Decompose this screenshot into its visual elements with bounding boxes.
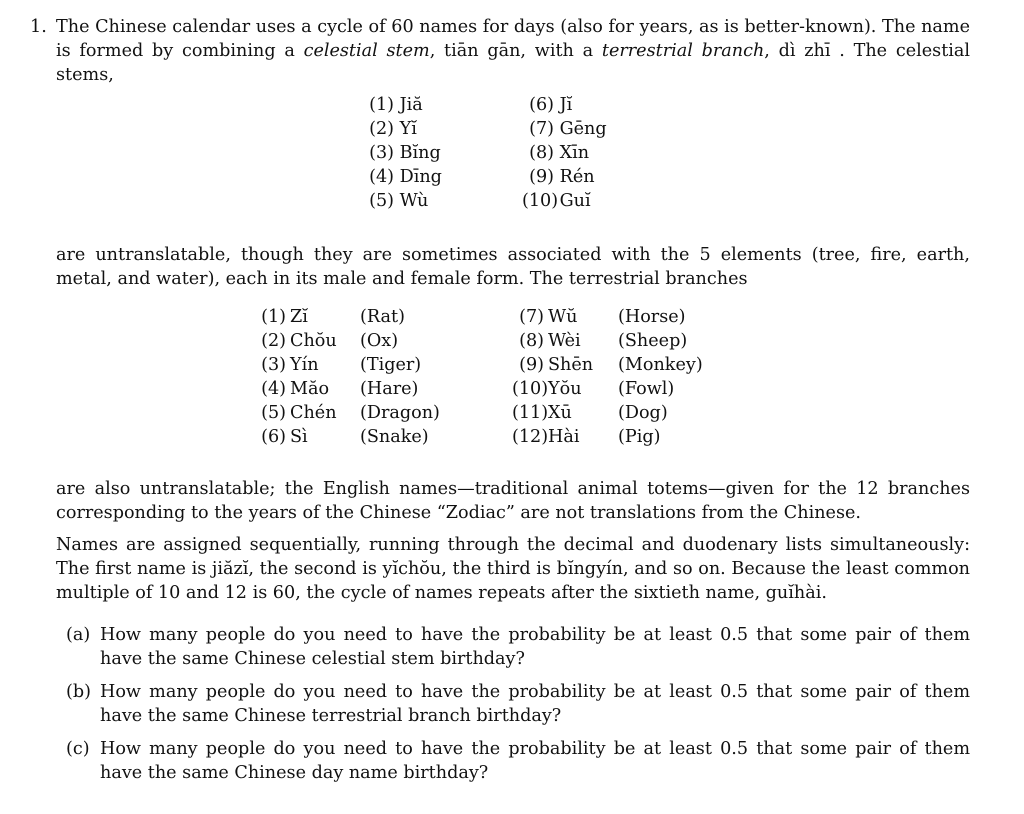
- stem-item: (4) Dīng: [369, 167, 442, 187]
- part-text: How many people do you need to have the probability be at least 0.5 that some pair of them have the same Chinese day name birthday?: [100, 739, 970, 783]
- branch-row: (12)Hài (Pig): [512, 427, 661, 447]
- stem-item: (10) Guĭ: [522, 191, 591, 211]
- intro-term-terrestrial-branch: terrestrial branch: [601, 41, 765, 61]
- part-text: How many people do you need to have the probability be at least 0.5 that some pair of them have the same Chinese terrestrial branch birthday?: [100, 682, 970, 726]
- stems-column-left: [362, 93, 442, 213]
- stem-item: (6) Jĭ: [529, 95, 573, 115]
- branch-row: (10)Yŏu (Fowl): [512, 379, 675, 399]
- stem-item: (5) Wù: [369, 191, 429, 211]
- branches-column-left: [254, 305, 440, 449]
- terrestrial-branches-list: [30, 305, 970, 455]
- stem-item: (3) Bĭng: [369, 143, 441, 163]
- stem-item: (1) Jiă: [369, 95, 423, 115]
- celestial-stems-list: [30, 93, 970, 213]
- stem-item: (8) Xīn: [529, 143, 590, 163]
- part-label: (a): [66, 625, 91, 645]
- after-stems-paragraph: are untranslatable, though they are sometimes associated with the 5 elements (tree, fire, earth, metal, and water), each in its male and female form. The terrestrial branches: [56, 245, 970, 289]
- question-part-c: [56, 737, 970, 785]
- question-part-a: [56, 623, 970, 671]
- branch-row: (9) Shēn (Monkey): [519, 355, 703, 375]
- intro-text-2: , tiān gān, with a: [429, 41, 602, 61]
- question-parts: [56, 623, 970, 785]
- stem-item: (7) Gēng: [529, 119, 607, 139]
- sequential-paragraph: Names are assigned sequentially, running through the decimal and duodenary lists simultaneously: The first name is jiăzĭ, the second is yĭchŏu, the third is bĭngyín, and so on. Because the least common multiple of 10 and 12 is 60, the cycle of names repeats after the sixtieth name, guĭhài.: [56, 535, 970, 603]
- branch-row: (11)Xū (Dog): [512, 403, 668, 423]
- branch-row: (1) Zĭ (Rat): [261, 307, 405, 327]
- part-text: How many people do you need to have the probability be at least 0.5 that some pair of them have the same Chinese celestial stem birthday?: [100, 625, 970, 669]
- problem-1: [30, 15, 970, 794]
- branch-row: (8) Wèi (Sheep): [519, 331, 688, 351]
- branch-row: (2) Chŏu (Ox): [261, 331, 399, 351]
- branch-row: (4) Măo (Hare): [261, 379, 419, 399]
- branch-row: (3) Yín (Tiger): [261, 355, 422, 375]
- branch-row: (6) Sì (Snake): [261, 427, 429, 447]
- intro-term-celestial-stem: celestial stem: [303, 41, 430, 61]
- problem-number: 1.: [30, 17, 47, 37]
- stems-column-right: [522, 93, 607, 213]
- question-part-b: [56, 680, 970, 728]
- branches-column-right: [512, 305, 703, 449]
- branch-row: (7) Wŭ (Horse): [519, 307, 686, 327]
- part-label: (c): [66, 739, 90, 759]
- branch-row: (5) Chén (Dragon): [261, 403, 440, 423]
- part-label: (b): [66, 682, 91, 702]
- intro-paragraph: [56, 15, 970, 87]
- stem-item: (9) Rén: [529, 167, 595, 187]
- after-branches-paragraph: are also untranslatable; the English names—traditional animal totems—given for the 12 branches corresponding to the years of the Chinese “Zodiac” are not translations from the Chinese.: [56, 479, 970, 523]
- intro-text-1: The Chinese calendar uses a cycle of 60 names for days (also for years, as is better-known). The name is formed by combining a: [56, 17, 970, 61]
- intro-text-3: , dì zhī . The celestial stems,: [56, 41, 971, 85]
- stem-item: (2) Yĭ: [369, 119, 417, 139]
